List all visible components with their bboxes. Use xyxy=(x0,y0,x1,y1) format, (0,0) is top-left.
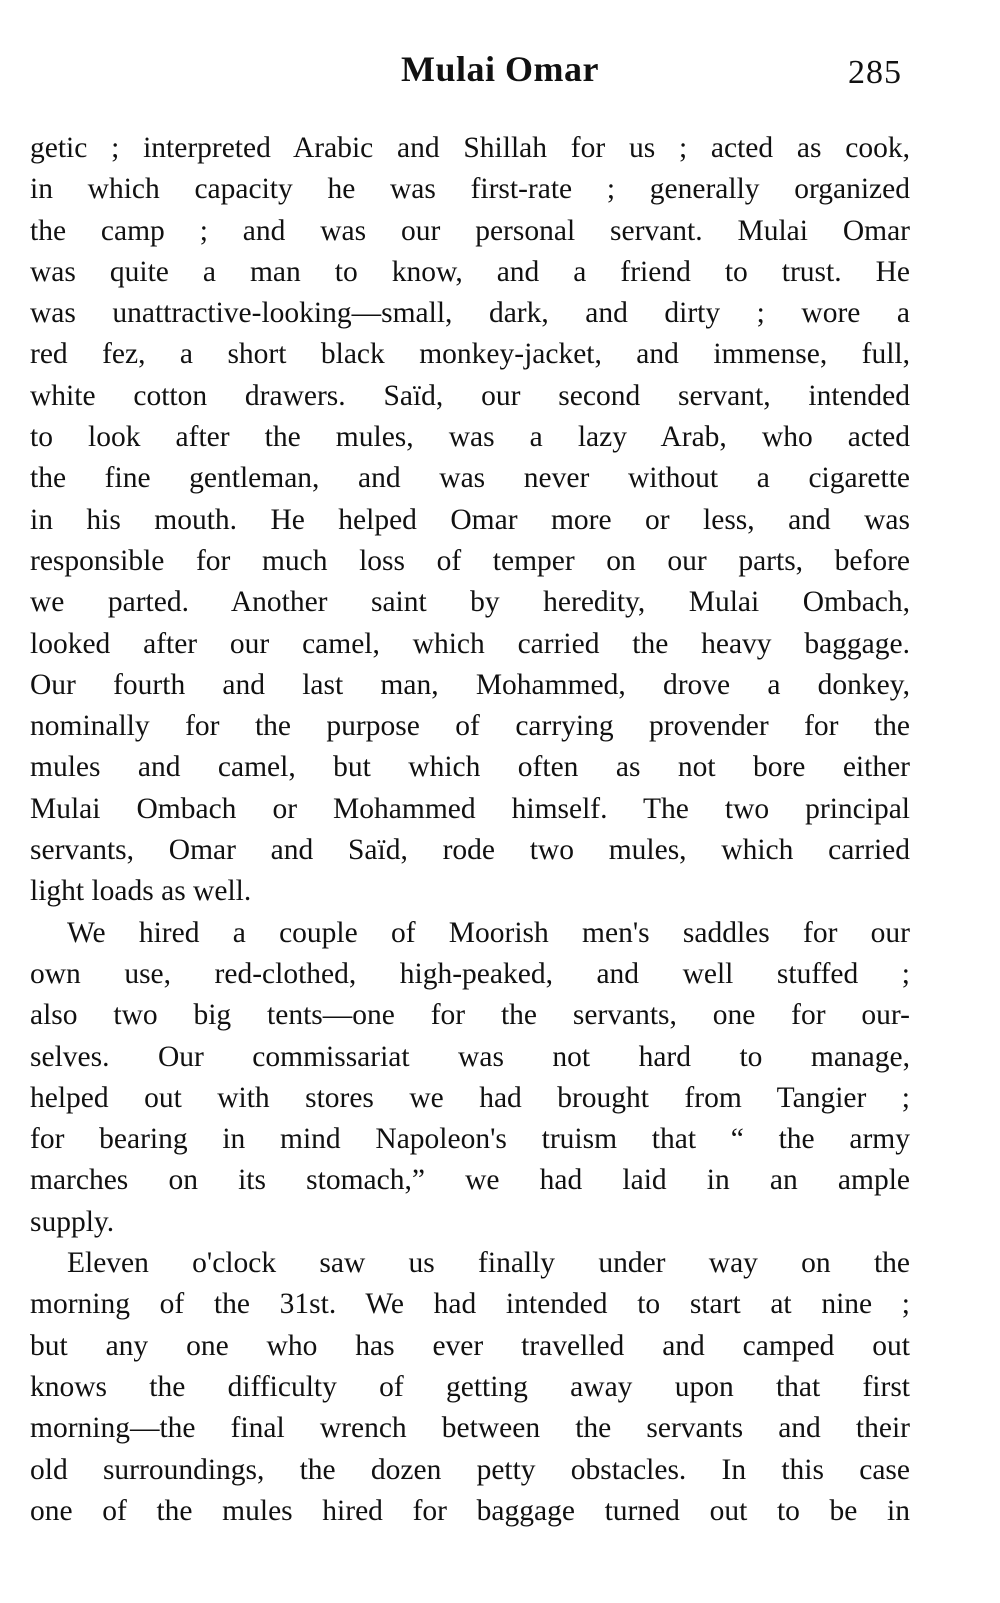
paragraph-last-line: supply. xyxy=(30,1205,115,1238)
body-text xyxy=(30,128,910,1532)
text-line: helped out with stores we had brought from Tangier ; xyxy=(30,1081,910,1114)
text-line: for bearing in mind Napoleon's truism that “ the army xyxy=(30,1123,910,1156)
text-line: white cotton drawers. Saïd, our second servant, intended xyxy=(30,379,910,412)
text-line: old surroundings, the dozen petty obstacles. In this case xyxy=(30,1453,910,1486)
text-line: selves. Our commissariat was not hard to manage, xyxy=(30,1040,910,1073)
text-line: knows the difficulty of getting away upon that first xyxy=(30,1370,910,1403)
paragraph-first-line: Eleven o'clock saw us finally under way on the xyxy=(67,1247,910,1280)
text-line: one of the mules hired for baggage turned out to be in xyxy=(30,1494,910,1527)
text-line: responsible for much loss of temper on our parts, before xyxy=(30,544,910,577)
text-line: nominally for the purpose of carrying provender for the xyxy=(30,710,910,743)
text-line: in his mouth. He helped Omar more or less, and was xyxy=(30,503,910,536)
text-line: the fine gentleman, and was never without a cigarette xyxy=(30,462,910,495)
text-line: Mulai Ombach or Mohammed himself. The two principal xyxy=(30,792,910,825)
text-line: own use, red-clothed, high-peaked, and well stuffed ; xyxy=(30,957,910,990)
page-header xyxy=(0,48,1000,98)
text-line: red fez, a short black monkey-jacket, and immense, full, xyxy=(30,338,910,371)
text-line: was quite a man to know, and a friend to trust. He xyxy=(30,255,910,288)
text-line: morning of the 31st. We had intended to start at nine ; xyxy=(30,1288,910,1321)
text-line: mules and camel, but which often as not bore either xyxy=(30,751,910,784)
text-line: marches on its stomach,” we had laid in an ample xyxy=(30,1164,910,1197)
text-line: morning—the final wrench between the servants and their xyxy=(30,1412,910,1445)
text-line: the camp ; and was our personal servant. Mulai Omar xyxy=(30,214,910,247)
text-line: was unattractive-looking—small, dark, and dirty ; wore a xyxy=(30,297,910,330)
text-line: servants, Omar and Saïd, rode two mules, which carried xyxy=(30,834,910,867)
running-title: Mulai Omar xyxy=(401,49,599,89)
text-line: looked after our camel, which carried the heavy baggage. xyxy=(30,627,910,660)
page-number: 285 xyxy=(848,54,902,91)
text-line: getic ; interpreted Arabic and Shillah for us ; acted as cook, xyxy=(30,132,910,164)
text-line: but any one who has ever travelled and camped out xyxy=(30,1329,910,1362)
paragraph-first-line: We hired a couple of Moorish men's saddles for our xyxy=(67,916,910,949)
text-line: to look after the mules, was a lazy Arab, who acted xyxy=(30,421,910,454)
text-line: we parted. Another saint by heredity, Mulai Ombach, xyxy=(30,586,910,619)
text-line: in which capacity he was first-rate ; generally organized xyxy=(30,173,910,206)
text-line: Our fourth and last man, Mohammed, drove a donkey, xyxy=(30,668,910,701)
text-line: also two big tents—one for the servants, one for our- xyxy=(30,999,910,1032)
paragraph-last-line: light loads as well. xyxy=(30,875,252,908)
